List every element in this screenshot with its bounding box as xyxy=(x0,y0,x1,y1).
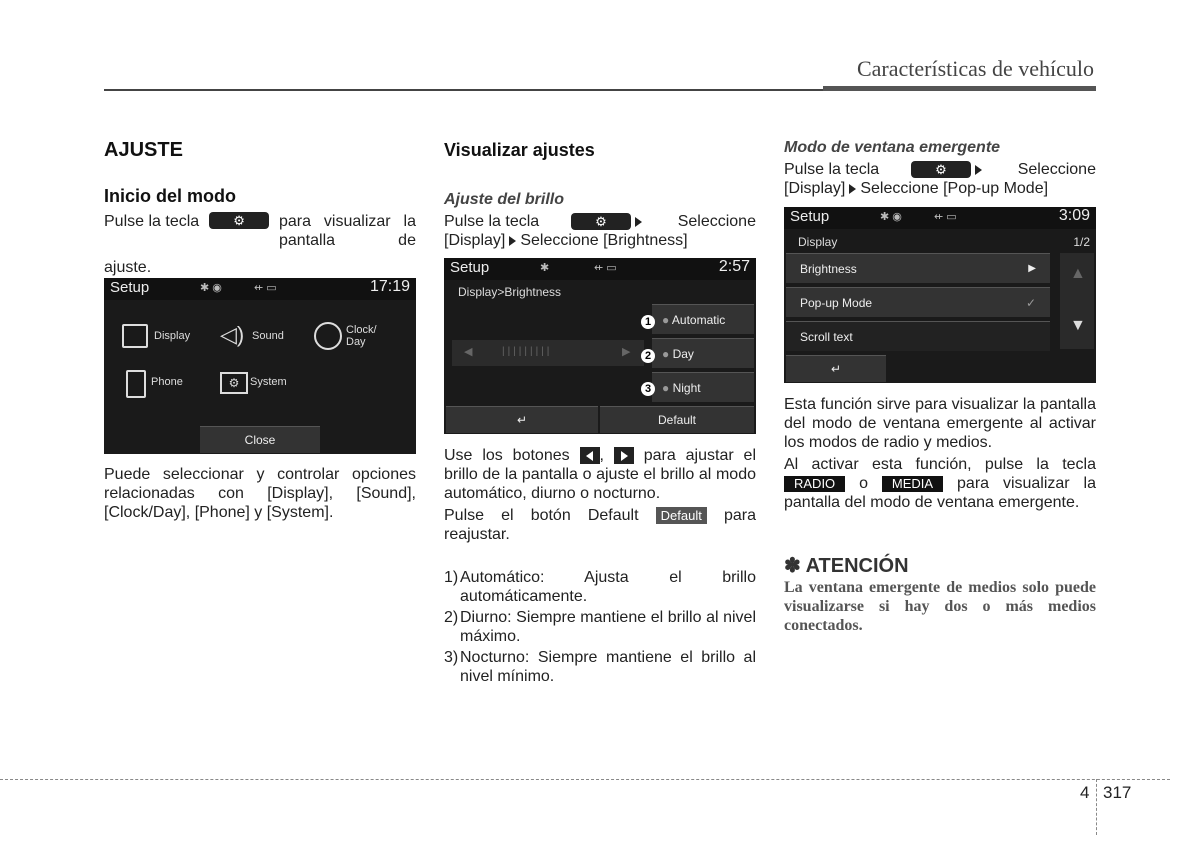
setup-key-icon-3: ⚙ xyxy=(911,161,971,178)
menu-system: System xyxy=(250,376,287,388)
screen-title: Setup xyxy=(450,259,490,276)
arrow-right-icon xyxy=(975,165,982,175)
reset-text-b: para reajustar. xyxy=(444,507,756,543)
menu-clock-day: Clock/ Day xyxy=(346,324,377,348)
media-key-icon: MEDIA xyxy=(882,476,943,492)
back-button: ↵ xyxy=(446,406,598,433)
use-comma: , xyxy=(599,447,604,464)
list-item: 3) Nocturno: Siempre mantiene el brillo al nivel mínimo. xyxy=(444,649,756,685)
scroll-up-icon: ▲ xyxy=(1070,265,1086,282)
instr-text-d: Seleccione [Brightness] xyxy=(520,232,688,249)
check-icon: ✓ xyxy=(1025,296,1036,310)
default-screen-button: Default xyxy=(600,406,754,433)
footer-rule xyxy=(0,779,1170,780)
scrollbar xyxy=(1060,253,1094,349)
right-arrow-icon: ▶ xyxy=(622,346,631,358)
section-heading-visualizar: Visualizar ajustes xyxy=(444,140,595,160)
list-item: 1) Automático: Ajusta el brillo automáticamente. xyxy=(444,569,756,605)
popup-instructions xyxy=(784,160,1096,198)
menu-phone: Phone xyxy=(151,376,183,388)
instr-text-c: [Display] xyxy=(444,232,506,249)
screen-time: 17:19 xyxy=(369,278,410,295)
intro-text-b: para visualizar la pantalla de xyxy=(278,213,416,249)
page-number: 317 xyxy=(1103,783,1132,802)
brightness-instructions xyxy=(444,212,756,250)
popup-body xyxy=(784,395,1096,512)
running-header: Características de vehículo xyxy=(856,56,1094,81)
right-button-icon xyxy=(614,447,634,464)
screen-time: 2:57 xyxy=(718,258,750,275)
attention-body: La ventana emergente de medios solo puede visualizarse si hay dos o más medios conectados. xyxy=(784,579,1096,634)
system-gear-icon: ⚙ xyxy=(220,372,248,394)
arrow-right-icon xyxy=(849,184,856,194)
display-icon xyxy=(122,324,148,348)
intro-text-a: Pulse la tecla xyxy=(104,213,200,230)
usb-icon: ⇷ ▭ xyxy=(254,282,277,294)
popup-body-2a: Al activar esta función, pulse la tecla xyxy=(784,456,1096,473)
usb-icon: ⇷ ▭ xyxy=(934,211,957,223)
list-item: 2) Diurno: Siempre mantiene el brillo al nivel máximo. xyxy=(444,609,756,645)
left-arrow-icon: ◀ xyxy=(464,346,473,358)
use-buttons-paragraph xyxy=(444,446,756,544)
subheading-inicio-modo: Inicio del modo xyxy=(104,186,237,206)
scroll-down-icon: ▼ xyxy=(1070,317,1086,334)
popup-text-b: Seleccione xyxy=(1017,161,1096,178)
instr-text-a: Pulse la tecla xyxy=(444,213,540,230)
row-brightness: Brightness ▶ xyxy=(786,253,1050,283)
play-arrow-icon: ▶ xyxy=(1028,263,1036,274)
radio-key-icon: RADIO xyxy=(784,476,845,492)
popup-body-1: Esta función sirve para visualizar la pantalla del modo de ventana emergente al activar los modos de radio y medios. xyxy=(784,396,1096,451)
option-day: ● Day xyxy=(652,338,754,368)
ajuste-body: Puede seleccionar y controlar opciones relacionadas con [Display], [Sound], [Clock/Day], [Phone] y [System]. xyxy=(104,466,416,521)
intro-text-c: ajuste. xyxy=(104,259,152,276)
setup-screen-image xyxy=(104,278,416,454)
callout-2: 2 xyxy=(641,346,655,364)
footer-divider xyxy=(1096,779,1097,835)
mode-list xyxy=(444,568,756,686)
popup-text-d: Seleccione [Pop-up Mode] xyxy=(860,180,1049,197)
menu-display: Display xyxy=(154,330,191,342)
slider-ticks: ||||||||| xyxy=(502,346,553,357)
screen-page: 1/2 xyxy=(1073,235,1090,249)
attention-title: ✽ ATENCIÓN xyxy=(784,555,909,577)
callout-3: 3 xyxy=(641,379,655,397)
subheading-ventana-emergente: Modo de ventana emergente xyxy=(784,139,1001,156)
default-label-icon: Default xyxy=(656,507,707,524)
screen-time: 3:09 xyxy=(1058,207,1090,224)
use-text-a: Use los botones xyxy=(444,447,570,464)
bluetooth-icon: ✱ ◉ xyxy=(200,282,222,294)
section-heading-ajuste: AJUSTE xyxy=(104,139,183,161)
bluetooth-icon: ✱ ◉ xyxy=(880,211,902,223)
setup-key-icon-2: ⚙ xyxy=(571,213,631,230)
usb-icon: ⇷ ▭ xyxy=(594,262,617,274)
brightness-screen-image xyxy=(444,258,756,434)
instr-text-b: Seleccione xyxy=(677,213,756,230)
arrow-right-icon xyxy=(635,217,642,227)
popup-text-a: Pulse la tecla xyxy=(784,161,880,178)
subheading-ajuste-brillo: Ajuste del brillo xyxy=(444,191,565,208)
setup-key-icon: ⚙ xyxy=(209,212,269,229)
menu-sound: Sound xyxy=(252,330,284,342)
screen-title: Setup xyxy=(790,208,830,225)
screen-title: Setup xyxy=(110,279,150,296)
row-popup-mode: Pop-up Mode ✓ xyxy=(786,287,1050,317)
popup-text-c: [Display] xyxy=(784,180,846,197)
screen-path: Display>Brightness xyxy=(458,285,562,299)
intro-paragraph xyxy=(104,212,416,277)
close-button: Close xyxy=(200,426,320,453)
callout-1: 1 xyxy=(641,312,655,330)
clock-icon xyxy=(314,322,342,350)
screen-section: Display xyxy=(798,235,838,249)
reset-text-a: Pulse el botón Default xyxy=(444,507,639,524)
back-button: ↵ xyxy=(786,355,886,382)
use-text-c: para ajustar el brillo de la pantalla o ajuste el brillo al modo automático, diurno o nocturno. xyxy=(444,447,756,502)
popup-mode-screen-image xyxy=(784,207,1096,383)
row-scroll-text: Scroll text xyxy=(786,321,1050,351)
brightness-slider xyxy=(452,340,644,366)
popup-o: o xyxy=(859,475,868,492)
phone-icon xyxy=(126,370,146,398)
header-rule-accent xyxy=(823,86,1096,91)
option-automatic: ● Automatic xyxy=(652,304,754,334)
left-button-icon xyxy=(580,447,600,464)
speaker-icon: ◁) xyxy=(220,322,245,347)
bluetooth-icon: ✱ xyxy=(540,262,550,274)
popup-body-2b: para visualizar la pantalla del modo de ventana emergente. xyxy=(784,475,1097,511)
option-night: ● Night xyxy=(652,372,754,402)
arrow-right-icon xyxy=(509,236,516,246)
chapter-number: 4 xyxy=(1080,783,1090,802)
